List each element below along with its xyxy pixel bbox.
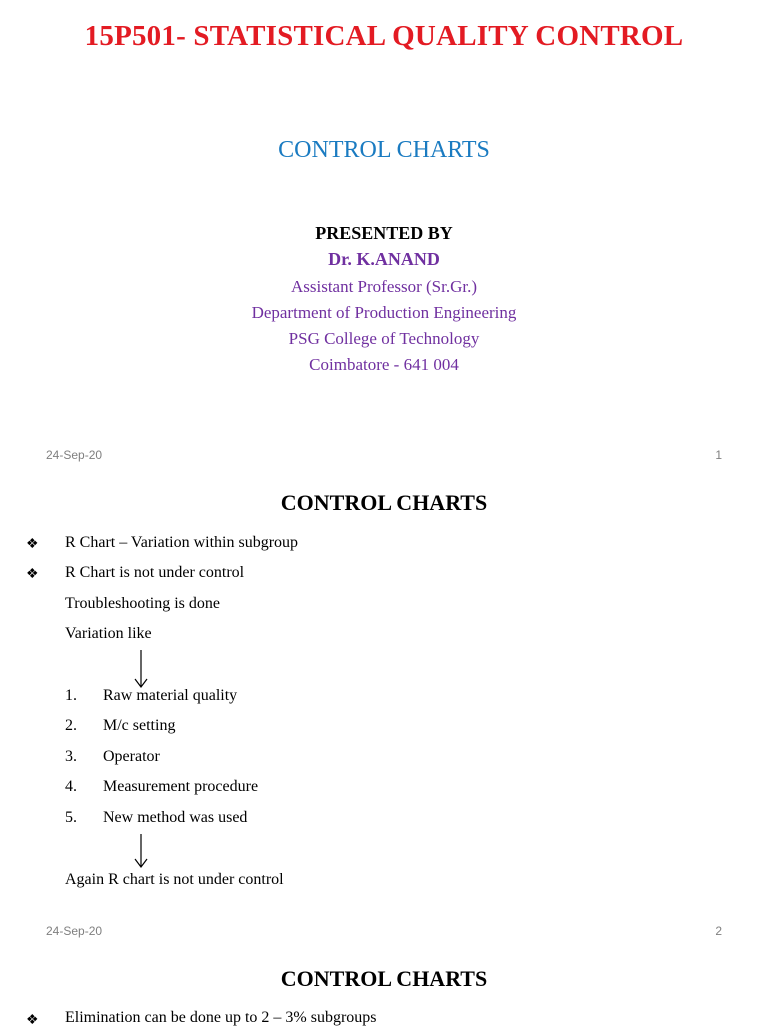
slide-1-page-number: 1 xyxy=(715,448,722,462)
diamond-bullet-icon: ❖ xyxy=(26,567,39,582)
slide-1-footer-date: 24-Sep-20 xyxy=(46,448,103,462)
list-item-number: 5. xyxy=(65,809,77,826)
list-item-number: 2. xyxy=(65,717,77,734)
presenter-name: Dr. K.ANAND xyxy=(328,249,440,269)
presenter-college: PSG College of Technology xyxy=(288,329,480,348)
diamond-bullet-icon: ❖ xyxy=(26,537,39,552)
list-item: New method was used xyxy=(103,809,248,826)
presenter-department: Department of Production Engineering xyxy=(251,303,517,322)
bullet-item: R Chart is not under control xyxy=(65,564,245,581)
presented-by-label: PRESENTED BY xyxy=(315,223,453,243)
bullet-item: R Chart – Variation within subgroup xyxy=(65,534,299,551)
slide-subtitle: CONTROL CHARTS xyxy=(278,137,490,163)
list-item-number: 3. xyxy=(65,748,77,765)
conclusion-line: Again R chart is not under control xyxy=(65,871,284,888)
down-arrow-icon xyxy=(131,649,151,689)
list-item-number: 4. xyxy=(65,778,77,795)
diamond-bullet-icon: ❖ xyxy=(26,1013,39,1028)
bullet-item: Elimination can be done up to 2 – 3% subgroups xyxy=(65,1009,377,1026)
down-arrow-icon xyxy=(131,833,151,869)
presenter-designation: Assistant Professor (Sr.Gr.) xyxy=(290,277,478,296)
slide-3-heading: CONTROL CHARTS xyxy=(280,966,488,991)
list-item: Raw material quality xyxy=(103,687,238,704)
list-item-number: 1. xyxy=(65,687,77,704)
slide-2-page-number: 2 xyxy=(715,924,722,938)
presenter-city: Coimbatore - 641 004 xyxy=(309,355,459,374)
text-line: Troubleshooting is done xyxy=(65,595,220,612)
text-line: Variation like xyxy=(65,625,152,642)
slide-2-footer-date: 24-Sep-20 xyxy=(46,924,103,938)
course-title: 15P501- STATISTICAL QUALITY CONTROL xyxy=(84,20,684,52)
list-item: Operator xyxy=(103,748,160,765)
slide-2-heading: CONTROL CHARTS xyxy=(280,490,488,515)
list-item: M/c setting xyxy=(103,717,176,734)
list-item: Measurement procedure xyxy=(103,778,259,795)
